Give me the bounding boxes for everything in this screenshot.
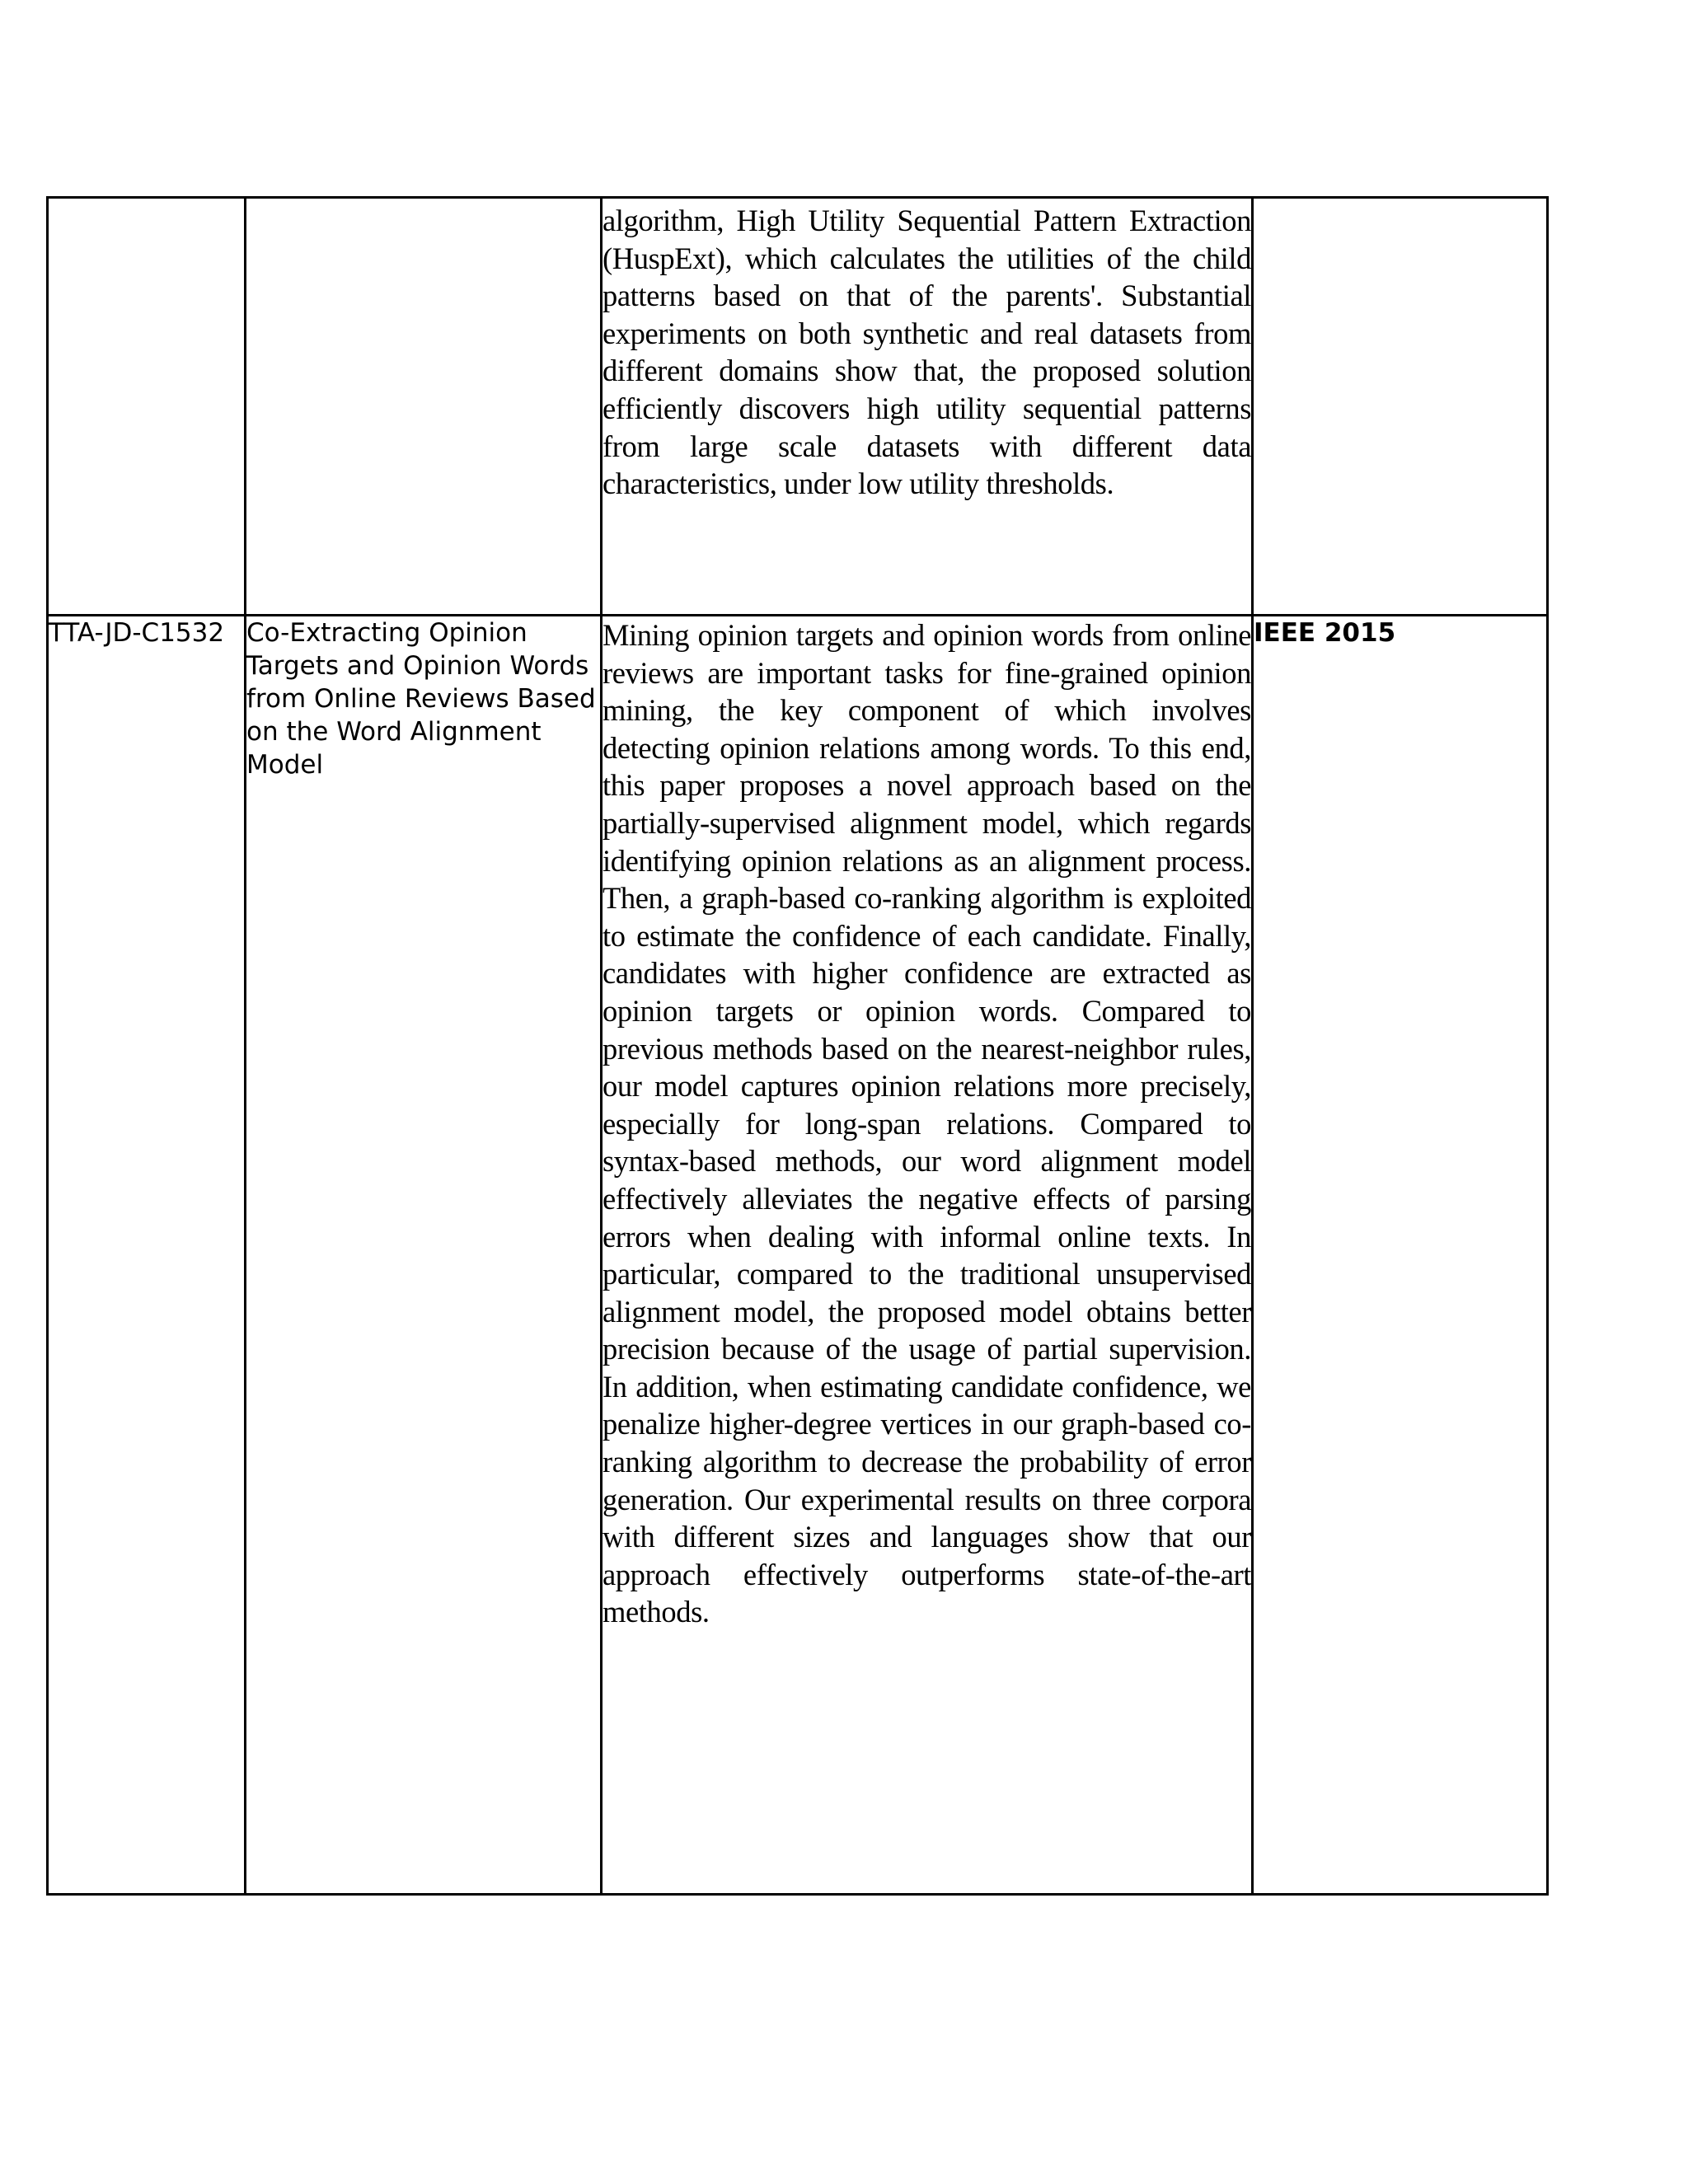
publication-cell xyxy=(1253,198,1548,616)
project-id-cell xyxy=(48,198,246,616)
project-table xyxy=(46,196,1549,1896)
abstract-cell: Mining opinion targets and opinion words from online reviews are important tasks for fine-grained opinion mining, the key component of which involves detecting opinion relations among words. To this end, this paper proposes a novel approach based on the partially-supervised alignment model, which regards identifying opinion relations as an alignment process. Then, a graph-based co-ranking algorithm is exploited to estimate the confidence of each candidate. Finally, candidates with higher confidence are extracted as opinion targets or opinion words. Compared to previous methods based on the nearest-neighbor rules, our model captures opinion relations more precisely, especially for long-span relations. Compared to syntax-based methods, our word alignment model effectively alleviates the negative effects of parsing errors when dealing with informal online texts. In particular, compared to the traditional unsupervised alignment model, the proposed model obtains better precision because of the usage of partial supervision. In addition, when estimating candidate confidence, we penalize higher-degree vertices in our graph-based co-ranking algorithm to decrease the probability of error generation. Our experimental results on three corpora with different sizes and languages show that our approach effectively outperforms state-of-the-art methods. xyxy=(602,616,1253,1895)
publication-cell: IEEE 2015 xyxy=(1253,616,1548,1895)
project-title-cell: Co-Extracting Opinion Targets and Opinion Words from Online Reviews Based on the Word Alignment Model xyxy=(246,616,602,1895)
abstract-cell: algorithm, High Utility Sequential Pattern Extraction (HuspExt), which calculates the utilities of the child patterns based on that of the parents'. Substantial experiments on both synthetic and real datasets from different domains show that, the proposed solution efficiently discovers high utility sequential patterns from large scale datasets with different data characteristics, under low utility thresholds. xyxy=(602,198,1253,616)
table-row xyxy=(48,616,1548,1895)
project-title-cell xyxy=(246,198,602,616)
project-id-cell: TTA-JD-C1532 xyxy=(48,616,246,1895)
table-row xyxy=(48,198,1548,616)
